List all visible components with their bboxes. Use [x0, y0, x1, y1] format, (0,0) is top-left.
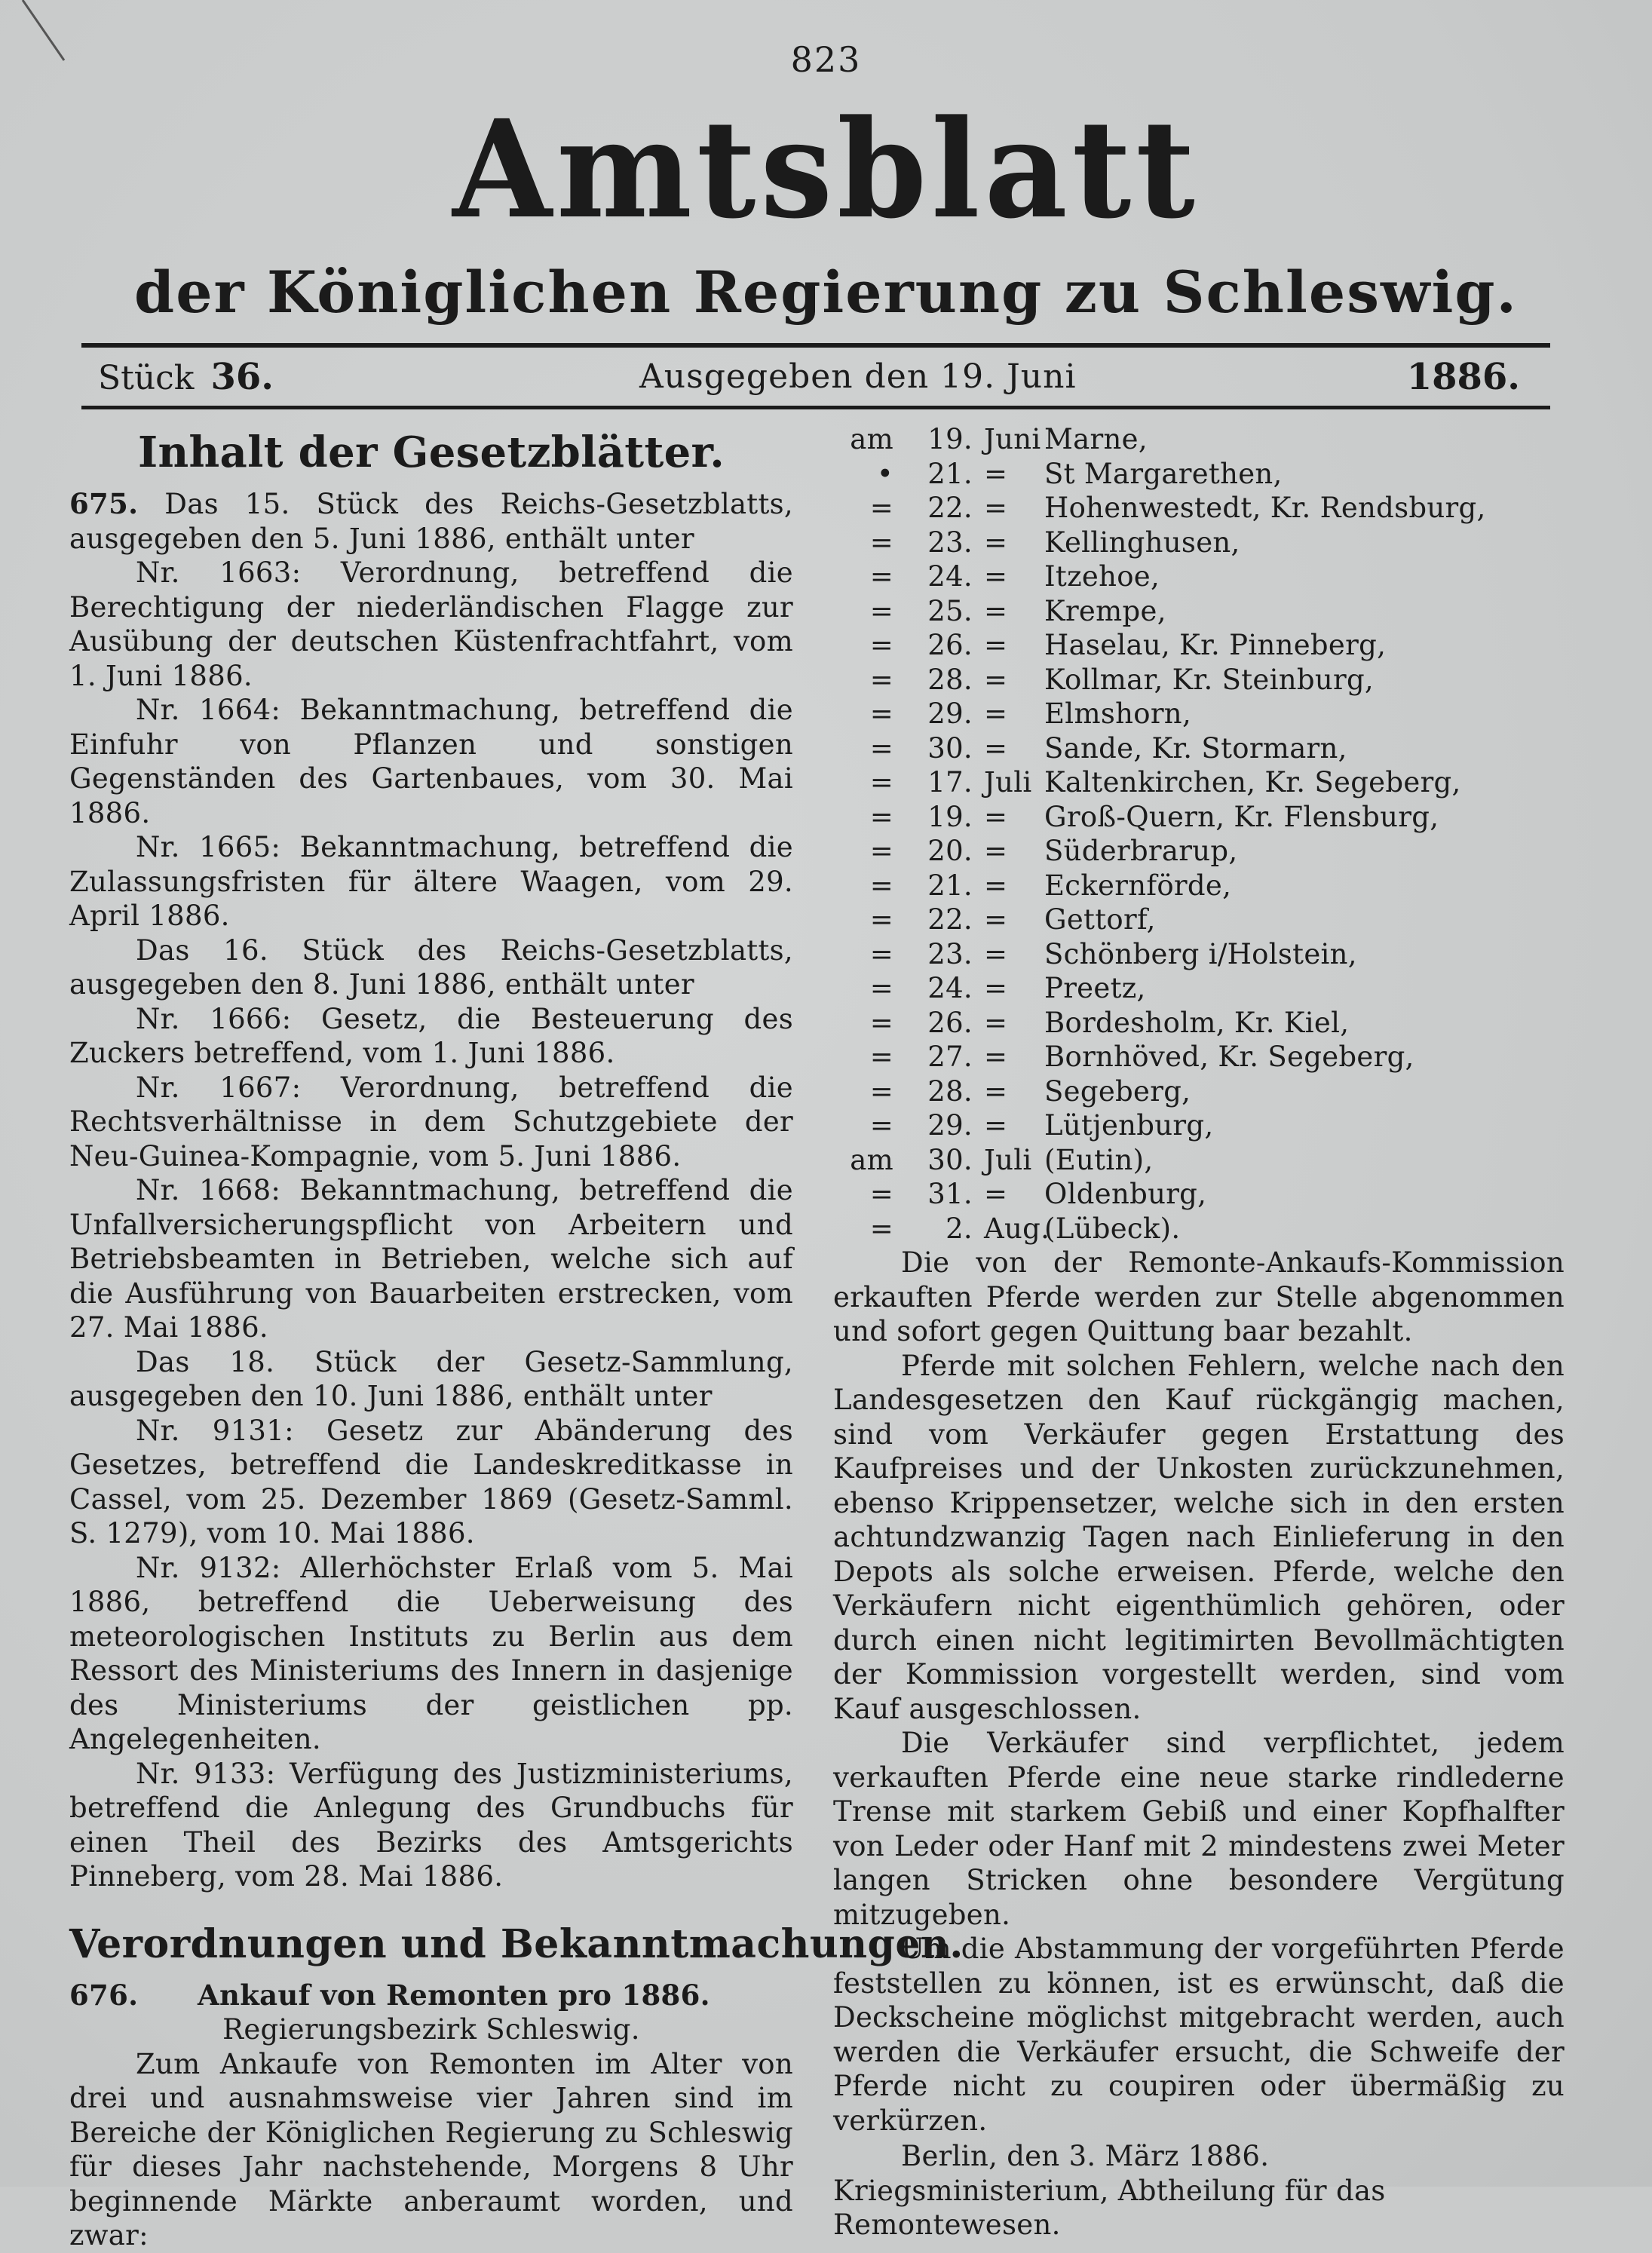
- market-month: =: [984, 560, 1008, 593]
- paragraph: Um die Abstammung der vorgeführten Pferde feststellen zu können, ist es erwünscht, daß die Deckscheine möglichst mitgebracht werden, auch werden die Verkäufer ersucht, die Schweife der Pferde nicht zu coupiren oder übermäßig zu verkürzen.: [833, 1933, 1565, 2137]
- market-month: =: [984, 1074, 1008, 1108]
- market-prefix: =: [869, 663, 893, 696]
- market-month: =: [984, 1041, 1008, 1073]
- market-month: =: [984, 972, 1008, 1004]
- market-row: [833, 903, 1565, 937]
- market-day: 26.: [927, 629, 973, 661]
- market-prefix: =: [869, 731, 893, 765]
- market-prefix: =: [869, 629, 893, 661]
- market-prefix: =: [869, 937, 893, 970]
- market-row: [833, 1177, 1565, 1212]
- market-day: 21.: [927, 869, 973, 902]
- market-prefix: =: [869, 1212, 893, 1245]
- market-place: St Margarethen,: [1044, 457, 1283, 490]
- header-rule-top: [81, 343, 1550, 348]
- market-month: =: [984, 800, 1008, 833]
- place-date: Berlin, den 3. März 1886.: [901, 2140, 1270, 2172]
- entry-number: 676.: [69, 1978, 139, 2012]
- market-month: =: [984, 903, 1008, 936]
- market-prefix: =: [869, 1178, 893, 1210]
- market-place: Preetz,: [1044, 972, 1146, 1004]
- entry-subtitle: Regierungsbezirk Schleswig.: [222, 2013, 640, 2046]
- market-row: [833, 457, 1565, 492]
- market-row: [833, 1143, 1565, 1178]
- market-row: [833, 971, 1565, 1006]
- market-row: [833, 834, 1565, 869]
- right-column: [833, 422, 1565, 2242]
- masthead-title: Amtsblatt: [452, 90, 1200, 249]
- market-place: Groß-Quern, Kr. Flensburg,: [1044, 800, 1439, 833]
- market-prefix: =: [869, 492, 893, 524]
- market-prefix: =: [869, 526, 893, 559]
- paragraph: Nr. 1666: Gesetz, die Besteuerung des Zuckers betreffend, vom 1. Juni 1886.: [69, 1002, 793, 1069]
- market-month: =: [984, 492, 1008, 524]
- market-month: =: [984, 526, 1008, 559]
- market-place: Eckernförde,: [1044, 869, 1232, 902]
- issue-number: Stück 36.: [98, 356, 274, 398]
- market-month: =: [984, 1109, 1008, 1142]
- paragraph: Nr. 1668: Bekanntmachung, betreffend die Unfallversicherungspflicht von Arbeitern und Betriebsbeamten in Betrieben, welche sich auf die Ausführung von Bauarbeiten erstrecken, vom 27. Mai 1886.: [69, 1174, 793, 1344]
- issue-date: Ausgegeben den 19. Juni: [639, 357, 1077, 396]
- market-prefix: =: [869, 903, 893, 936]
- market-row: [833, 422, 1565, 457]
- market-month: =: [984, 594, 1008, 627]
- market-place: Schönberg i/Holstein,: [1044, 937, 1357, 970]
- market-place: Hohenwestedt, Kr. Rendsburg,: [1044, 492, 1486, 524]
- market-place: Bornhöved, Kr. Segeberg,: [1044, 1041, 1414, 1073]
- market-month: Juni: [984, 423, 1041, 455]
- paragraph: Nr. 1667: Verordnung, betreffend die Rechtsverhältnisse in dem Schutzgebiete der Neu-Guinea-Kompagnie, vom 5. Juni 1886.: [69, 1071, 793, 1172]
- market-month: Aug.: [984, 1212, 1050, 1245]
- market-prefix: =: [869, 697, 893, 730]
- market-month: =: [984, 835, 1008, 867]
- market-day: 21.: [927, 457, 973, 490]
- market-prefix: •: [876, 457, 893, 490]
- market-place: Elmshorn,: [1044, 697, 1191, 730]
- market-day: 17.: [927, 766, 973, 799]
- market-day: 30.: [927, 731, 973, 765]
- paragraph: Nr. 1664: Bekanntmachung, betreffend die Einfuhr von Pflanzen und sonstigen Gegenständen des Gartenbaues, vom 30. Mai 1886.: [69, 694, 793, 829]
- header-rule-bottom: [81, 406, 1550, 409]
- market-month: =: [984, 1006, 1008, 1039]
- market-day: 27.: [927, 1041, 973, 1073]
- market-place: (Lübeck).: [1044, 1212, 1181, 1245]
- market-row: [833, 594, 1565, 629]
- market-row: [833, 491, 1565, 526]
- market-place: Kellinghusen,: [1044, 526, 1240, 559]
- market-row: [833, 697, 1565, 731]
- market-prefix: =: [869, 1109, 893, 1142]
- market-month: Juli: [984, 766, 1032, 799]
- paragraph: Das 18. Stück der Gesetz-Sammlung, ausgegeben den 10. Juni 1886, enthält unter: [69, 1345, 793, 1412]
- market-day: 22.: [927, 492, 973, 524]
- market-place: Oldenburg,: [1044, 1178, 1207, 1210]
- market-prefix: =: [869, 1006, 893, 1039]
- market-prefix: =: [869, 766, 893, 799]
- market-day: 24.: [927, 972, 973, 1004]
- paragraph: Nr. 9133: Verfügung des Justizministeriums, betreffend die Anlegung des Grundbuchs für einen Theil des Bezirks des Amtsgerichts Pinneberg, vom 28. Mai 1886.: [69, 1757, 793, 1893]
- market-day: 22.: [927, 903, 973, 936]
- market-row: [833, 869, 1565, 903]
- market-month: =: [984, 1178, 1008, 1210]
- market-row: [833, 1006, 1565, 1041]
- paragraph: Nr. 1663: Verordnung, betreffend die Berechtigung der niederländischen Flagge zur Ausübung der deutschen Küstenfrachtfahrt, vom 1. Juni 1886.: [69, 556, 793, 692]
- paragraph: 675. Das 15. Stück des Reichs-Gesetzblatts, ausgegeben den 5. Juni 1886, enthält unter: [69, 487, 793, 555]
- market-day: 26.: [927, 1006, 973, 1039]
- market-place: Kollmar, Kr. Steinburg,: [1044, 663, 1374, 696]
- market-place: Itzehoe,: [1044, 560, 1160, 593]
- market-month: =: [984, 697, 1008, 730]
- market-day: 2.: [946, 1212, 973, 1245]
- paragraph: Pferde mit solchen Fehlern, welche nach den Landesgesetzen den Kauf rückgängig machen, sind vom Verkäufer gegen Erstattung des Kaufpreises und der Unkosten zurückzunehmen, ebenso Krippensetzer, welche sich in den ersten achtundzwanzig Tagen nach Einlieferung in den Depots als solche erweisen. Pferde, welche den Verkäufern nicht eigenthümlich gehören, oder durch einen nicht legitimirten Bevollmächtigten der Kommission vorgestellt werden, sind vom Kauf ausgeschlossen.: [833, 1349, 1565, 1725]
- signature-block: [833, 2139, 1565, 2242]
- issue-line: [81, 354, 1550, 400]
- market-day: 29.: [927, 1109, 973, 1142]
- market-month: Juli: [984, 1143, 1032, 1176]
- issue-year: 1886.: [1406, 356, 1520, 398]
- market-row: [833, 526, 1565, 560]
- market-day: 19.: [927, 423, 973, 455]
- market-month: =: [984, 937, 1008, 970]
- market-month: =: [984, 731, 1008, 765]
- market-place: Krempe,: [1044, 594, 1166, 627]
- market-row: [833, 628, 1565, 663]
- market-day: 25.: [927, 594, 973, 627]
- market-list: [833, 422, 1565, 1246]
- paragraph: Nr. 1665: Bekanntmachung, betreffend die Zulassungsfristen für ältere Waagen, vom 29. April 1886.: [69, 831, 793, 932]
- market-row: [833, 1074, 1565, 1109]
- market-day: 23.: [927, 937, 973, 970]
- entry-number: 675.: [69, 487, 139, 520]
- masthead-subtitle: der Königlichen Regierung zu Schleswig.: [134, 259, 1518, 326]
- market-prefix: =: [869, 1041, 893, 1073]
- market-row: [833, 1040, 1565, 1074]
- market-row: [833, 559, 1565, 594]
- market-prefix: am: [850, 423, 893, 455]
- section-heading-verordnungen: Verordnungen und Bekanntmachungen.: [69, 1920, 964, 1967]
- market-place: Kaltenkirchen, Kr. Segeberg,: [1044, 766, 1461, 799]
- market-month: =: [984, 869, 1008, 902]
- paragraph: Zum Ankaufe von Remonten im Alter von drei und ausnahmsweise vier Jahren sind im Bereiche der Königlichen Regierung zu Schleswig für dieses Jahr nachstehende, Morgens 8 Uhr beginnende Märkte anberaumt worden, und zwar:: [69, 2047, 793, 2251]
- market-prefix: =: [869, 800, 893, 833]
- paragraph: Nr. 9131: Gesetz zur Abänderung des Gesetzes, betreffend die Landeskreditkasse in Cassel, vom 25. Dezember 1869 (Gesetz-Samml. S. 1279), vom 10. Mai 1886.: [69, 1414, 793, 1550]
- market-place: Gettorf,: [1044, 903, 1156, 936]
- market-prefix: =: [869, 560, 893, 593]
- market-row: [833, 1212, 1565, 1246]
- market-day: 28.: [927, 663, 973, 696]
- market-place: Süderbrarup,: [1044, 835, 1238, 867]
- market-day: 31.: [927, 1178, 973, 1210]
- paragraph: Die von der Remonte-Ankaufs-Kommission erkauften Pferde werden zur Stelle abgenommen und sofort gegen Quittung baar bezahlt.: [833, 1246, 1565, 1347]
- market-day: 20.: [927, 835, 973, 867]
- market-place: Segeberg,: [1044, 1074, 1191, 1108]
- market-month: =: [984, 457, 1008, 490]
- market-prefix: =: [869, 1074, 893, 1108]
- market-row: [833, 765, 1565, 800]
- paragraph: Die Verkäufer sind verpflichtet, jedem verkauften Pferde eine neue starke rindlederne Trense mit starkem Gebiß und einer Kopfhalfter von Leder oder Hanf mit 2 mindestens zwei Meter langen Stricken ohne besondere Vergütung mitzugeben.: [833, 1727, 1565, 1931]
- market-month: =: [984, 663, 1008, 696]
- market-day: 30.: [927, 1143, 973, 1176]
- market-day: 19.: [927, 800, 973, 833]
- market-prefix: =: [869, 869, 893, 902]
- market-row: [833, 1108, 1565, 1143]
- market-row: [833, 937, 1565, 972]
- entry-title: Ankauf von Remonten pro 1886.: [198, 1978, 710, 2012]
- paragraph: Das 16. Stück des Reichs-Gesetzblatts, ausgegeben den 8. Juni 1886, enthält unter: [69, 933, 793, 1001]
- market-prefix: =: [869, 835, 893, 867]
- section-heading-gesetzblaetter: Inhalt der Gesetzblätter.: [137, 428, 725, 477]
- page-number: 823: [790, 39, 862, 80]
- market-place: Bordesholm, Kr. Kiel,: [1044, 1006, 1350, 1039]
- market-prefix: am: [850, 1143, 893, 1176]
- market-place: Sande, Kr. Stormarn,: [1044, 731, 1347, 765]
- market-day: 24.: [927, 560, 973, 593]
- signature: Kriegsministerium, Abtheilung für das Remontewesen.: [833, 2174, 1386, 2241]
- entry-676-heading: [69, 1979, 793, 2013]
- market-day: 23.: [927, 526, 973, 559]
- market-prefix: =: [869, 972, 893, 1004]
- market-day: 29.: [927, 697, 973, 730]
- market-row: [833, 731, 1565, 766]
- paragraph: Nr. 9132: Allerhöchster Erlaß vom 5. Mai 1886, betreffend die Ueberweisung des meteorologischen Instituts zu Berlin aus dem Ressort des Ministeriums des Innern in dasjenige des Ministeriums der geistlichen pp. Angelegenheiten.: [69, 1551, 793, 1755]
- market-row: [833, 663, 1565, 697]
- market-day: 28.: [927, 1074, 973, 1108]
- market-place: Marne,: [1044, 423, 1148, 455]
- market-place: Lütjenburg,: [1044, 1109, 1214, 1142]
- market-prefix: =: [869, 594, 893, 627]
- market-month: =: [984, 629, 1008, 661]
- market-place: Haselau, Kr. Pinneberg,: [1044, 629, 1387, 661]
- market-row: [833, 800, 1565, 835]
- market-place: (Eutin),: [1044, 1143, 1154, 1176]
